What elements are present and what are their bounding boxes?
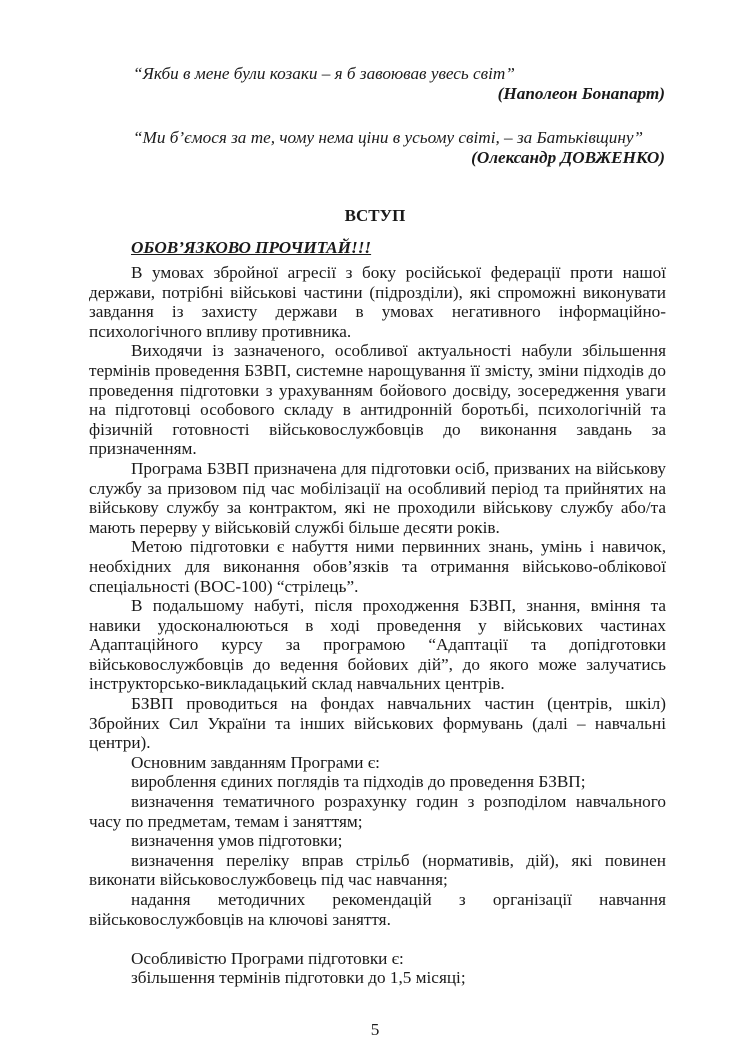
paragraph: Основним завданням Програми є: [131,752,380,772]
section-subheading: ОБОВ’ЯЗКОВО ПРОЧИТАЙ!!! [131,238,372,257]
task-item: надання методичних рекомендацій з організації навчання військовослужбовців на ключові заняття. [89,890,666,929]
body-text [89,263,666,988]
task-item: вироблення єдиних поглядів та підходів до проведення БЗВП; [131,772,586,792]
epigraph-quote: “Ми б’ємося за те, чому нема ціни в усьому світі, – за Батьківщину” [133,128,644,147]
features-intro: Особливістю Програми підготовки є: [131,948,404,968]
feature-item: збільшення термінів підготовки до 1,5 місяці; [131,968,466,988]
paragraph: Програма БЗВП призначена для підготовки осіб, призваних на військову службу за призовом під час мобілізації на особливий період та прийнятих на військову службу за контрактом, які не проходили військову службу або/та мають перерву у військовій службі більше десяти років. [89,458,666,537]
task-item: визначення тематичного розрахунку годин з розподілом навчального часу по предметам, темам і заняттям; [89,792,666,831]
paragraph: В подальшому набуті, після проходження БЗВП, знання, вміння та навики удосконалюються в ході проведення у військових частинах Адаптаційного курсу за програмою “Адаптації та допідготовки військовослужбовців до ведення бойових дій”, до якого може залучатись інструкторсько-викладацький склад навчальних центрів. [89,596,666,694]
epigraph-dovzhenko [133,128,665,167]
section-heading: ВСТУП [344,206,406,225]
epigraph-author: (Олександр ДОВЖЕНКО) [471,147,665,167]
task-item: визначення переліку вправ стрільб (нормативів, дій), які повинен виконати військовослужбовець під час навчання; [89,850,666,890]
epigraph-quote: “Якби в мене були козаки – я б завоював увесь світ” [133,64,515,83]
paragraph: БЗВП проводиться на фондах навчальних частин (центрів, шкіл) Збройних Сил України та інших військових формувань (далі – навчальні центри). [89,694,666,753]
paragraph: В умовах збройної агресії з боку російської федерації проти нашої держави, потрібні військові частини (підрозділи), які спроможні виконувати завдання із захисту держави в умовах негативного інформаційно-психологічного впливу противника. [89,263,666,341]
paragraph: Метою підготовки є набуття ними первинних знань, умінь і навичок, необхідних для виконання обов’язків та отримання військово-облікової спеціальності (ВОС-100) “стрілець”. [89,537,666,596]
paragraph: Виходячи із зазначеного, особливої актуальності набули збільшення термінів проведення БЗВП, системне нарощування її змісту, зміни підходів до проведення підготовки з урахуванням бойового досвіду, зосередження уваги на підготовці особового складу в антидронній боротьбі, психологічній та фізичній готовності військовослужбовців до виконання завдань за призначенням. [89,341,666,459]
task-item: визначення умов підготовки; [131,831,343,851]
epigraph-author: (Наполеон Бонапарт) [497,83,665,103]
epigraph-napoleon [133,64,665,103]
page-number: 5 [370,1020,380,1039]
